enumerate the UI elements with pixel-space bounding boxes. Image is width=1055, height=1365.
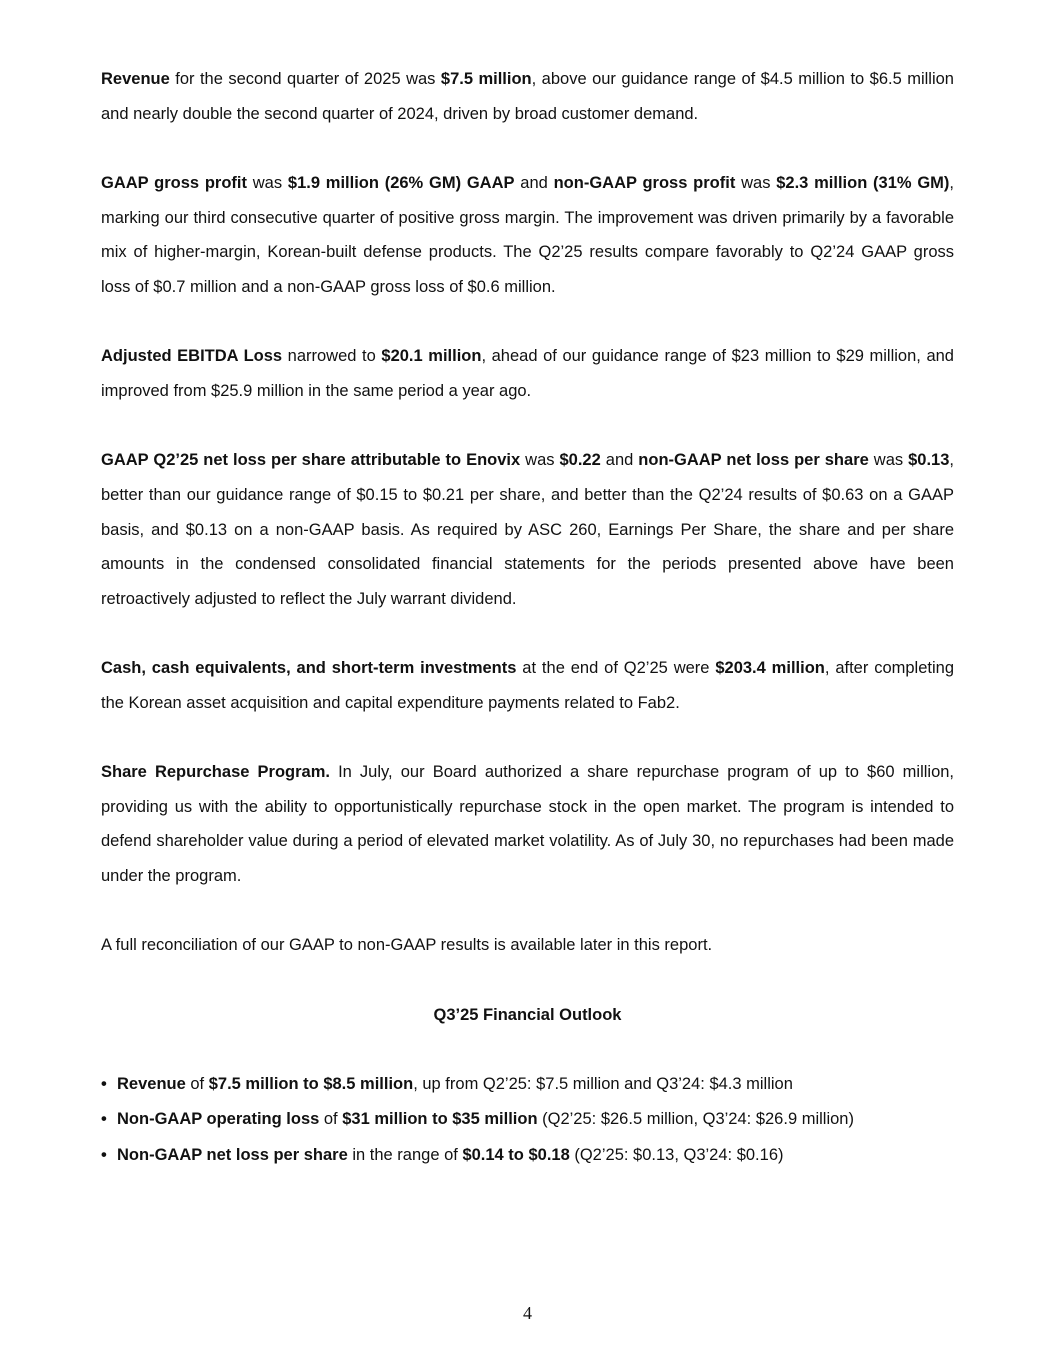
body-text [101, 62, 954, 1173]
bold-text-run: GAAP gross profit [101, 173, 247, 192]
outlook-item [101, 1067, 954, 1103]
text-run: , after completing the Korean asset acquisition and capital expenditure payments related to Fab2. [101, 659, 955, 712]
text-run: (Q2’25: $0.13, Q3’24: $0.16) [569, 1145, 784, 1164]
text-run: was [520, 451, 560, 470]
text-run: , above our guidance range of $4.5 million to $6.5 million and nearly double the second quarter of 2024, driven by broad customer demand. [101, 70, 954, 123]
paragraph-cash [101, 651, 954, 720]
text-run: was [735, 173, 777, 192]
bold-text-run: $0.13 [908, 451, 950, 470]
text-run: , up from Q2’25: $7.5 million and Q3’24: $4.3 million [413, 1074, 793, 1093]
text-run: at the end of Q2’25 were [516, 659, 716, 678]
bold-text-run: Revenue [101, 70, 170, 88]
paragraph-gross-profit [101, 166, 954, 305]
text-run: of [185, 1074, 209, 1093]
bold-text-run: Share Repurchase Program. [101, 763, 330, 782]
page-number: 4 [523, 1303, 532, 1323]
text-run: in the range of [347, 1145, 463, 1164]
paragraph-reconciliation [101, 928, 954, 963]
outlook-heading: Q3’25 Financial Outlook [433, 1005, 622, 1024]
paragraph-revenue [101, 62, 954, 131]
text-run: In July, our Board authorized a share repurchase program of up to $60 million, providing us with the ability to opportunistically repurchase stock in the open market. The program is intended to defend shareholder value during a period of elevated market volatility. As of July 30, no repurchases had been made under the program. [101, 763, 955, 886]
text-run: , ahead of our guidance range of $23 million to $29 million, and improved from $25.9 million in the same period a year ago. [101, 347, 954, 400]
text-run: for the second quarter of 2025 was [169, 70, 441, 88]
text-run: was [868, 451, 909, 470]
bold-text-run: $20.1 million [381, 347, 482, 366]
text-run: of [319, 1110, 343, 1129]
paragraph-repurchase [101, 755, 954, 894]
outlook-item [101, 1138, 954, 1174]
bold-text-run: Non-GAAP operating loss [117, 1110, 320, 1129]
text-run: A full reconciliation of our GAAP to non-GAAP results is available later in this report. [101, 936, 713, 955]
bold-text-run: $0.22 [559, 451, 601, 470]
bullet-icon: • [101, 1145, 107, 1164]
bold-text-run: $7.5 million to $8.5 million [208, 1074, 414, 1093]
bold-text-run: Non-GAAP net loss per share [117, 1145, 348, 1164]
bold-text-run: $203.4 million [715, 659, 825, 678]
text-run: and [600, 451, 639, 470]
paragraphs [101, 62, 954, 963]
bold-text-run: Revenue [117, 1074, 186, 1093]
paragraph-ebitda [101, 339, 954, 408]
bold-text-run: Cash, cash equivalents, and short-term investments [101, 659, 517, 678]
bold-text-run: non-GAAP net loss per share [638, 451, 869, 470]
bold-text-run: $31 million to $35 million [342, 1110, 538, 1129]
outlook-list [101, 1067, 954, 1174]
bullet-icon: • [101, 1110, 107, 1129]
text-run: (Q2’25: $26.5 million, Q3’24: $26.9 million) [537, 1110, 854, 1129]
paragraph-eps [101, 443, 954, 617]
text-run: , marking our third consecutive quarter of positive gross margin. The improvement was driven primarily by a favorable mix of higher-margin, Korean-built defense products. The Q2’25 results compare favorably to Q2’24 GAAP gross loss of $0.7 million and a non-GAAP gross loss of $0.6 million. [101, 173, 954, 297]
bold-text-run: non-GAAP gross profit [553, 173, 736, 192]
bold-text-run: GAAP Q2’25 net loss per share attributable to Enovix [101, 451, 521, 470]
bold-text-run: Adjusted EBITDA Loss [101, 347, 283, 366]
bold-text-run: $7.5 million [440, 70, 532, 88]
bold-text-run: $2.3 million (31% GM) [776, 173, 950, 192]
text-run: , better than our guidance range of $0.15 to $0.21 per share, and better than the Q2’24 results of $0.63 on a GAAP basis, and $0.13 on a non-GAAP basis. As required by ASC 260, Earnings Per Share, the share and per share amounts in the condensed consolidated financial statements for the periods presented above have been retroactively adjusted to reflect the July warrant dividend. [101, 451, 954, 608]
text-run: and [514, 173, 554, 192]
outlook-item [101, 1102, 954, 1138]
bold-text-run: $1.9 million (26% GM) GAAP [287, 173, 515, 192]
bullet-icon: • [101, 1074, 107, 1093]
text-run: was [247, 173, 288, 192]
bold-text-run: $0.14 to $0.18 [462, 1145, 570, 1164]
text-run: narrowed to [282, 347, 382, 366]
